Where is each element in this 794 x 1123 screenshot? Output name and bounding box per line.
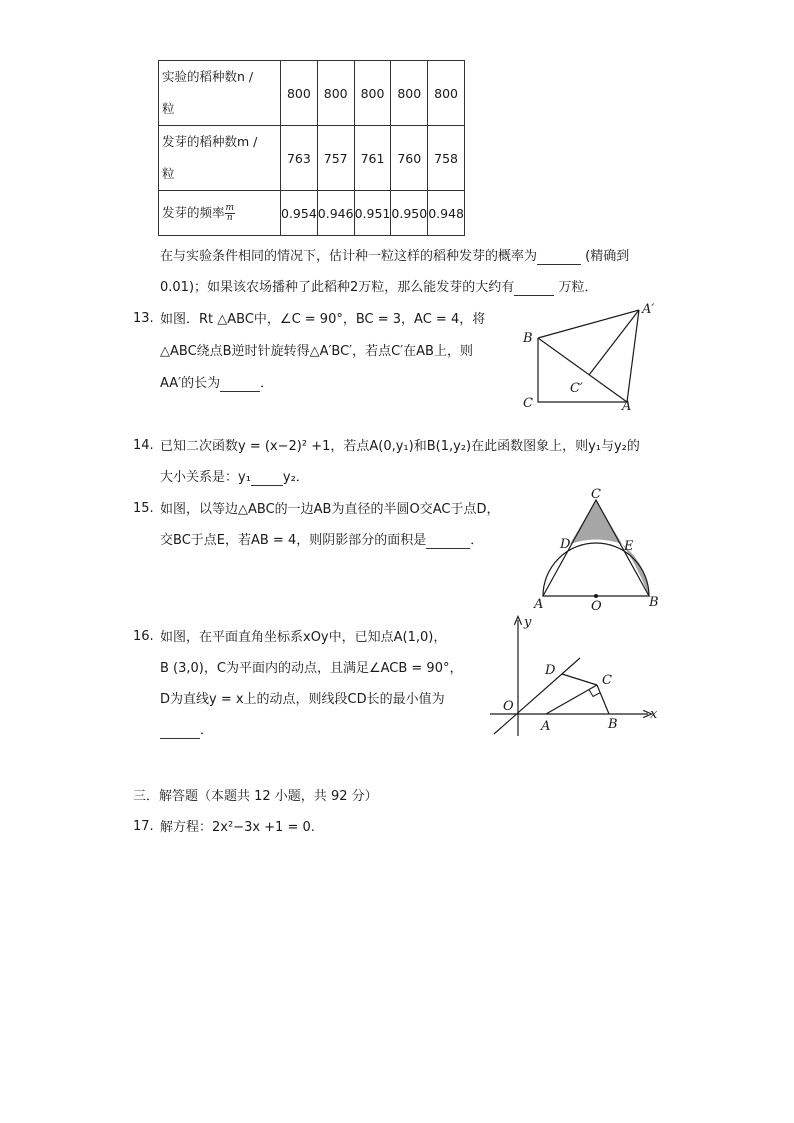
- label-c: C: [523, 396, 533, 411]
- label-b: B: [649, 595, 659, 610]
- question-number: 16.: [133, 629, 154, 644]
- table-cell: 0.954: [281, 191, 318, 236]
- table-cell: 0.950: [391, 191, 428, 236]
- q12-text: 在与实验条件相同的情况下，估计种一粒这样的稻种发芽的概率为: [160, 249, 538, 264]
- question-number: 17.: [133, 819, 154, 834]
- label-a: A: [541, 719, 551, 734]
- q15-figure: [530, 488, 665, 613]
- q16-text: ．: [200, 723, 214, 738]
- q13-line2: △ABC绕点B逆时针旋转得△A′BC′，若点C′在AB上，则: [160, 344, 473, 359]
- answer-blank: [426, 533, 470, 549]
- label-a: A: [534, 597, 544, 612]
- table-cell: 800: [281, 61, 318, 126]
- label-a-prime: A′: [642, 302, 655, 317]
- q13-line1: 如图．Rt △ABC中，∠C = 90°，BC = 3，AC = 4，将: [160, 312, 486, 327]
- label-o: O: [591, 599, 602, 614]
- q17-text: 解方程：2x²−3x +1 = 0.: [160, 820, 315, 835]
- label-x: x: [650, 707, 658, 722]
- label-e: E: [624, 539, 634, 554]
- table-cell: 763: [281, 126, 318, 191]
- table-cell: 0.946: [317, 191, 354, 236]
- table-cell: 0.948: [428, 191, 465, 236]
- q15-line2: [160, 529, 483, 549]
- label-o: O: [503, 699, 514, 714]
- q12-text: 万粒．: [558, 280, 598, 295]
- question-number: 15.: [133, 501, 154, 516]
- q13-text: AA′的长为: [160, 376, 221, 391]
- q14-text: 大小关系是：y₁: [160, 470, 251, 485]
- row-header: [159, 61, 281, 126]
- answer-blank: [251, 470, 283, 486]
- q13-line3: [160, 372, 273, 392]
- q12-text: (精确到: [585, 249, 630, 264]
- label-d: D: [545, 663, 556, 678]
- label-c: C: [602, 673, 612, 688]
- answer-blank: [220, 376, 260, 392]
- table-cell: 758: [428, 126, 465, 191]
- table-cell: 761: [354, 126, 391, 191]
- q14-line2: [160, 466, 309, 486]
- segment-bc: [597, 685, 609, 714]
- row-header: [159, 126, 281, 191]
- label-c-prime: C′: [570, 381, 583, 396]
- fraction-denominator: n: [226, 213, 233, 223]
- row-header-line: 发芽的稻种数m /: [162, 134, 258, 149]
- label-b: B: [608, 717, 618, 732]
- line-y-equals-x: [494, 658, 580, 734]
- label-a: A: [622, 399, 632, 414]
- table-cell: 0.951: [354, 191, 391, 236]
- segment-ba-prime: [538, 310, 639, 338]
- q16-figure: [488, 614, 668, 739]
- q16-line1: 如图，在平面直角坐标系xOy中，已知点A(1,0)，: [160, 630, 447, 645]
- q14-text: y₂．: [282, 470, 309, 485]
- q16-line3: D为直线y = x上的动点，则线段CD长的最小值为: [160, 692, 445, 707]
- q13-figure: [515, 298, 665, 416]
- table-cell: 800: [317, 61, 354, 126]
- fraction: [225, 204, 236, 223]
- question-number: 13.: [133, 311, 154, 326]
- section-title: 三．解答题（本题共 12 小题，共 92 分）: [133, 789, 378, 804]
- label-b: B: [523, 331, 533, 346]
- q13-text: ．: [260, 376, 274, 391]
- q12-text: 0.01)；如果该农场播种了此稻种2万粒，那么能发芽的大约有: [160, 280, 515, 295]
- table-cell: 800: [391, 61, 428, 126]
- fraction-numerator: m: [225, 203, 235, 213]
- segment-cd: [562, 674, 597, 685]
- table-cell: 760: [391, 126, 428, 191]
- q16-line4: [160, 719, 213, 739]
- answer-blank: [537, 249, 581, 265]
- table-cell: 800: [354, 61, 391, 126]
- q15-line1: 如图，以等边△ABC的一边AB为直径的半圆O交AC于点D，: [160, 502, 500, 517]
- table-row: [159, 61, 465, 126]
- q15-text: ．: [470, 533, 484, 548]
- answer-blank: [160, 723, 200, 739]
- q12-line1: [160, 245, 629, 265]
- row-header: [159, 191, 281, 236]
- row-header-line: 粒: [162, 101, 175, 116]
- label-d: D: [560, 537, 571, 552]
- q15-text: 交BC于点E，若AB = 4，则阴影部分的面积是: [160, 533, 427, 548]
- row-header-line: 粒: [162, 166, 175, 181]
- table-cell: 800: [428, 61, 465, 126]
- germination-table: [158, 60, 465, 236]
- table-row: [159, 126, 465, 191]
- table-row: [159, 191, 465, 236]
- answer-blank: [514, 280, 554, 296]
- q16-line2: B (3,0)，C为平面内的动点，且满足∠ACB = 90°，: [160, 661, 463, 676]
- table-cell: 757: [317, 126, 354, 191]
- label-y: y: [524, 615, 532, 630]
- center-o-dot: [594, 594, 598, 598]
- question-number: 14.: [133, 438, 154, 453]
- q12-line2: [160, 276, 597, 296]
- label-c: C: [591, 487, 601, 502]
- row-header-line: 实验的稻种数n /: [162, 69, 254, 84]
- row-header-text: 发芽的频率: [162, 205, 225, 220]
- q14-line1: 已知二次函数y = (x−2)² +1，若点A(0,y₁)和B(1,y₂)在此函数图象上，则y₁与y₂的: [160, 439, 640, 454]
- shaded-region-top: [570, 500, 622, 544]
